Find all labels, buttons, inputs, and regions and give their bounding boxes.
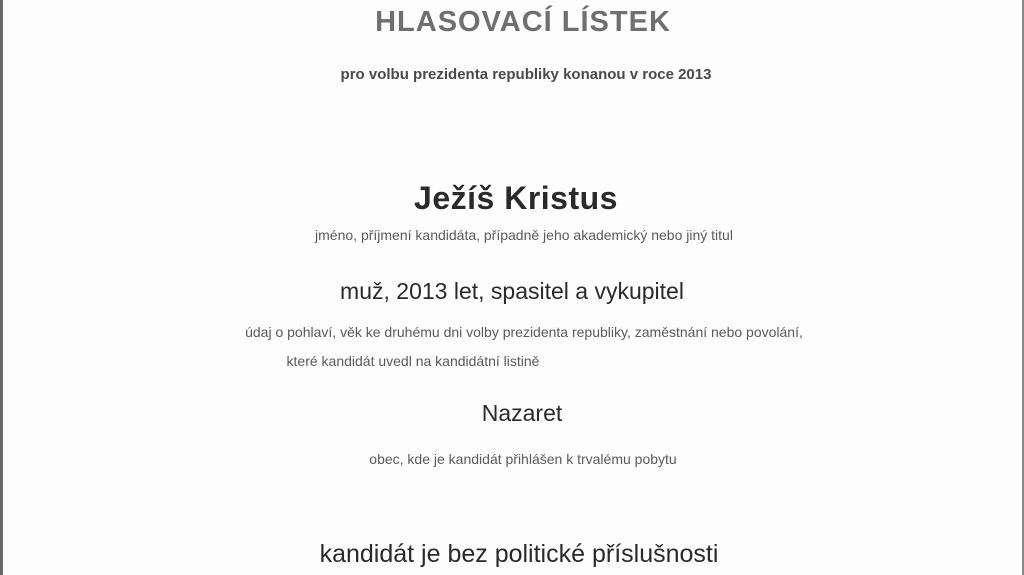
candidate-name-caption: jméno, příjmení kandidáta, případně jeho akademický nebo jiný titul (315, 227, 733, 243)
ballot-subtitle: pro volbu prezidenta republiky konanou v roce 2013 (340, 66, 712, 83)
candidate-details: muž, 2013 let, spasitel a vykupitel (340, 278, 684, 304)
candidate-town: Nazaret (481, 400, 563, 426)
candidate-details-caption-line1: údaj o pohlaví, věk ke druhému dni volby prezidenta republiky, zaměstnání nebo povolání, (245, 324, 803, 340)
candidate-name: Ježíš Kristus (414, 180, 618, 216)
political-affiliation: kandidát je bez politické příslušnosti (319, 540, 719, 568)
candidate-town-caption: obec, kde je kandidát přihlášen k trvalému pobytu (369, 451, 677, 467)
candidate-details-caption-line2: které kandidát uvedl na kandidátní listině (286, 353, 540, 369)
ballot-title: HLASOVACÍ LÍSTEK (375, 6, 671, 38)
